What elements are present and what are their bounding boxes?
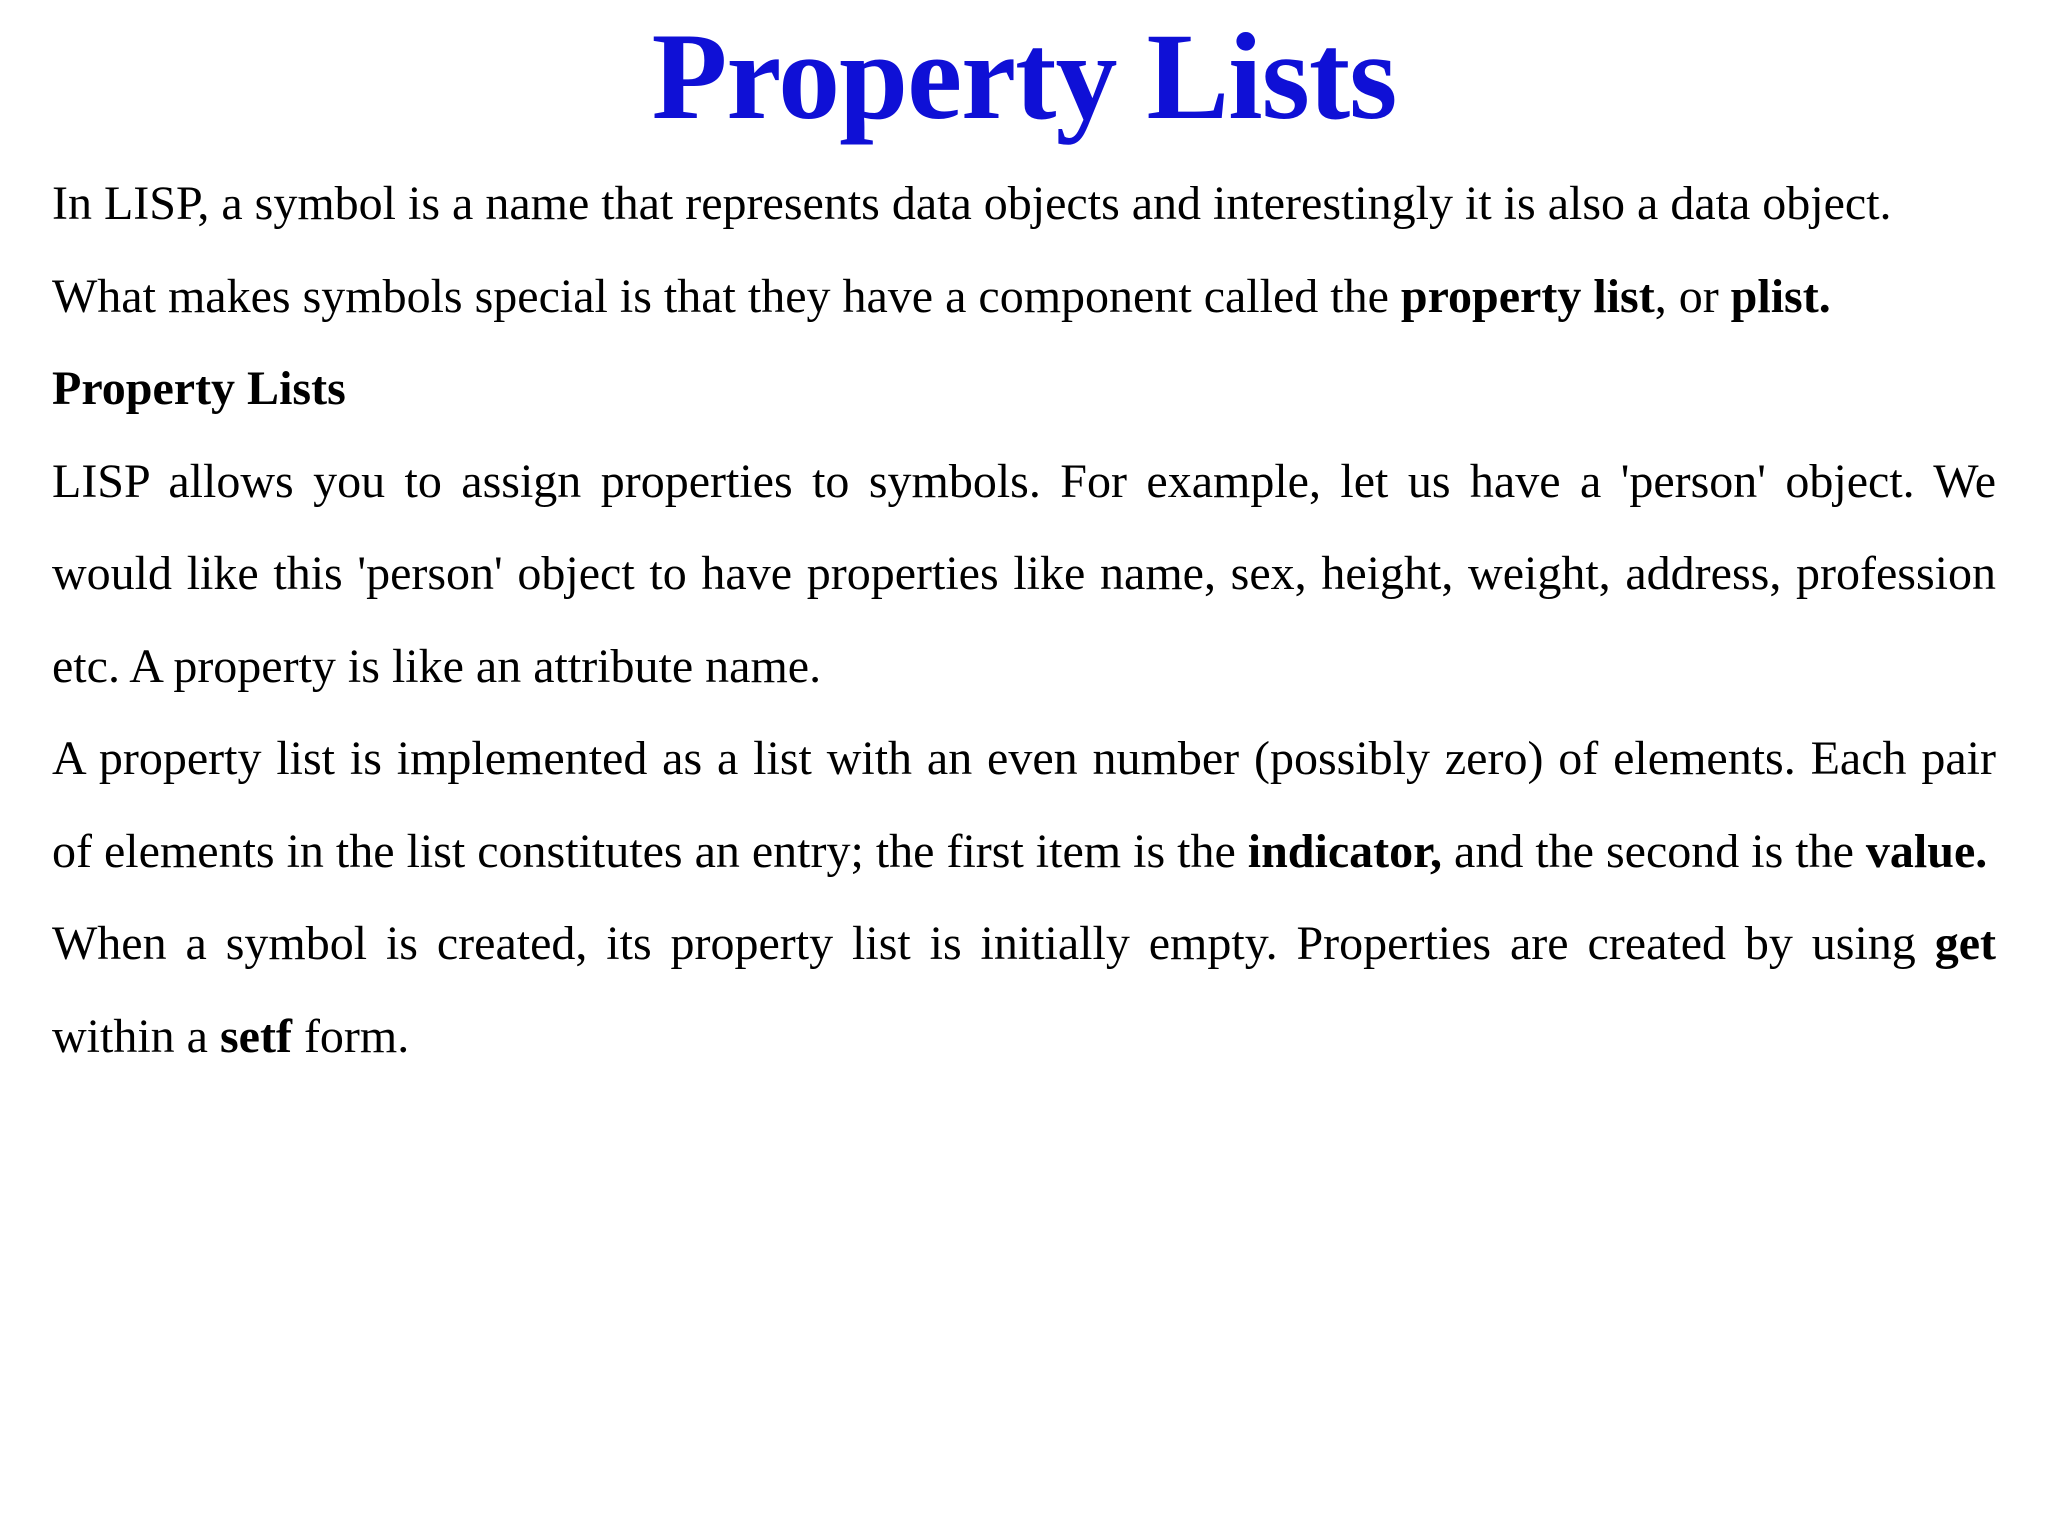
paragraph-text: , or [1654, 269, 1731, 323]
paragraph-creating-properties [52, 898, 1996, 1083]
paragraph-symbols-special [52, 251, 1996, 344]
paragraph-text: What makes symbols special is that they have a component called the [52, 269, 1401, 323]
slide-body [52, 158, 1996, 1083]
section-subheading: Property Lists [52, 362, 346, 415]
paragraph-symbol-definition: In LISP, a symbol is a name that represents data objects and interestingly it is also a data object. [52, 177, 1892, 230]
term-indicator: indicator, [1247, 824, 1443, 878]
term-plist: plist. [1730, 269, 1831, 323]
paragraph-assign-properties: LISP allows you to assign properties to symbols. For example, let us have a 'person' object. We would like this 'person' object to have properties like name, sex, height, weight, address, profession etc. A property is like an attribute name. [52, 454, 1996, 693]
paragraph-text: When a symbol is created, its property list is initially empty. Properties are created by using [52, 917, 1935, 970]
page-title: Property Lists [651, 8, 1397, 145]
paragraph-text: form. [291, 1009, 410, 1063]
term-setf: setf [219, 1009, 292, 1063]
paragraph-text: within a [52, 1009, 220, 1063]
paragraph-text: A property list is implemented as a list with an even number (possibly zero) of elements. Each pair of elements in the list constitutes an entry; the first item is the [52, 732, 1996, 878]
term-get: get [1934, 917, 1996, 970]
term-property-list: property list [1400, 269, 1655, 323]
paragraph-text: and the second is the [1442, 824, 1866, 878]
term-value: value. [1865, 824, 1988, 878]
paragraph-plist-implementation [52, 713, 1996, 898]
